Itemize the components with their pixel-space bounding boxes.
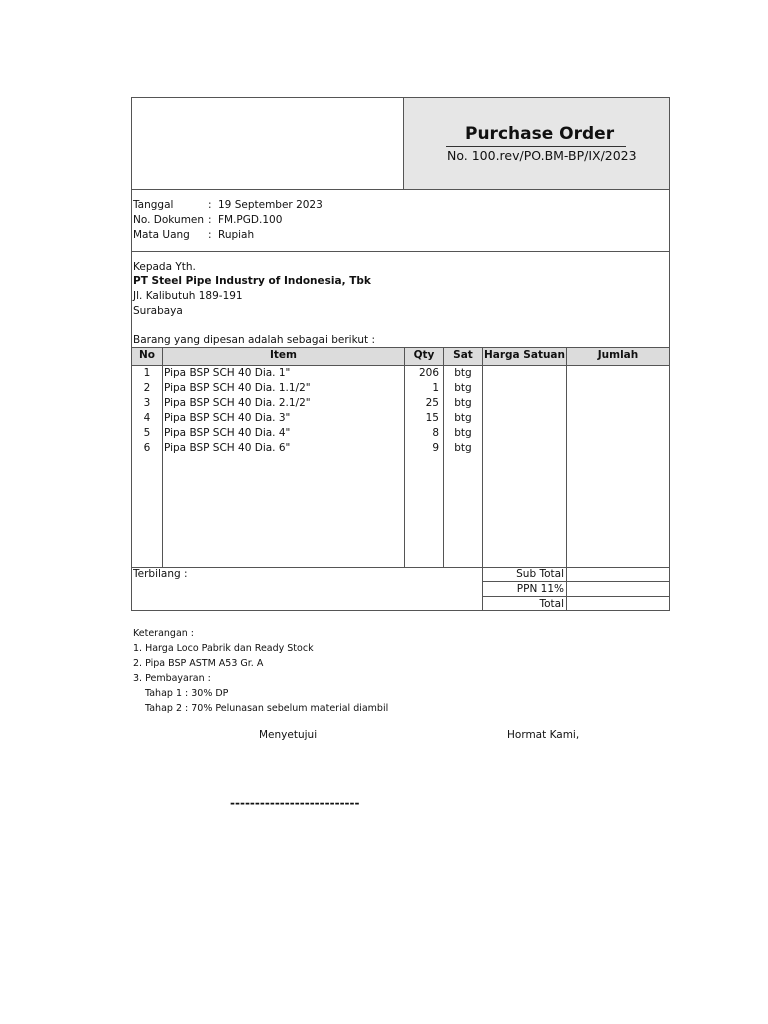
recipient-company: PT Steel Pipe Industry of Indonesia, Tbk	[133, 275, 371, 287]
row-item: Pipa BSP SCH 40 Dia. 1.1/2"	[164, 382, 311, 394]
row-sat: btg	[454, 397, 472, 409]
terbilang-label: Terbilang :	[133, 568, 188, 580]
signature-left-label: Menyetujui	[259, 729, 318, 741]
row-sat: btg	[454, 412, 472, 424]
doc-info-label-dokumen: No. Dokumen	[133, 214, 205, 226]
col-header-item: Item	[163, 349, 404, 361]
doc-info-label-mata-uang: Mata Uang	[133, 229, 190, 241]
col-divider	[162, 347, 163, 568]
doc-info-sep: :	[208, 199, 212, 211]
col-header-qty: Qty	[405, 349, 443, 361]
row-sat: btg	[454, 382, 472, 394]
doc-info-value-dokumen: FM.PGD.100	[218, 214, 283, 226]
row-qty: 8	[432, 427, 439, 439]
row-qty: 15	[425, 412, 439, 424]
col-header-harga-satuan: Harga Satuan	[483, 349, 565, 361]
totals-divider	[566, 567, 567, 611]
col-divider	[404, 347, 405, 568]
recipient-city: Surabaya	[133, 305, 183, 317]
row-no: 6	[143, 442, 151, 454]
document-title: Purchase Order	[465, 124, 615, 144]
col-header-sat: Sat	[444, 349, 482, 361]
row-item: Pipa BSP SCH 40 Dia. 2.1/2"	[164, 397, 311, 409]
doc-info-sep: :	[208, 229, 212, 241]
title-underline	[446, 146, 626, 147]
order-intro: Barang yang dipesan adalah sebagai berikut :	[133, 334, 375, 346]
row-no: 4	[143, 412, 151, 424]
notes-heading: Keterangan :	[133, 628, 195, 639]
totals-box	[131, 567, 670, 611]
header-left-box	[131, 97, 404, 190]
row-item: Pipa BSP SCH 40 Dia. 4"	[164, 427, 291, 439]
doc-info-value-tanggal: 19 September 2023	[218, 199, 323, 211]
col-divider	[443, 347, 444, 568]
doc-info-box	[131, 189, 670, 252]
notes-line: Tahap 1 : 30% DP	[145, 688, 229, 699]
totals-row-line	[482, 581, 670, 582]
row-item: Pipa BSP SCH 40 Dia. 1"	[164, 367, 291, 379]
row-no: 2	[143, 382, 151, 394]
row-qty: 25	[425, 397, 439, 409]
row-no: 5	[143, 427, 151, 439]
doc-info-label-tanggal: Tanggal	[133, 199, 174, 211]
doc-info-value-mata-uang: Rupiah	[218, 229, 255, 241]
row-no: 1	[143, 367, 151, 379]
table-header-divider	[131, 365, 670, 366]
notes-line: 2. Pipa BSP ASTM A53 Gr. A	[133, 658, 264, 669]
notes-line: 3. Pembayaran :	[133, 673, 211, 684]
row-qty: 9	[432, 442, 439, 454]
sub-total-label: Sub Total	[516, 568, 564, 580]
signature-right-label: Hormat Kami,	[507, 729, 580, 741]
col-divider	[566, 347, 567, 568]
doc-info-sep: :	[208, 214, 212, 226]
items-table	[131, 347, 670, 568]
col-header-jumlah: Jumlah	[567, 349, 669, 361]
po-number: No. 100.rev/PO.BM-BP/IX/2023	[447, 148, 637, 163]
ppn-label: PPN 11%	[516, 583, 564, 595]
notes-line: 1. Harga Loco Pabrik dan Ready Stock	[133, 643, 314, 654]
row-qty: 206	[418, 367, 439, 379]
row-no: 3	[143, 397, 151, 409]
col-divider	[482, 347, 483, 568]
row-qty: 1	[432, 382, 439, 394]
total-label: Total	[539, 598, 564, 610]
row-item: Pipa BSP SCH 40 Dia. 3"	[164, 412, 291, 424]
row-sat: btg	[454, 442, 472, 454]
row-sat: btg	[454, 367, 472, 379]
row-item: Pipa BSP SCH 40 Dia. 6"	[164, 442, 291, 454]
row-sat: btg	[454, 427, 472, 439]
notes-line: Tahap 2 : 70% Pelunasan sebelum material diambil	[145, 703, 389, 714]
recipient-address: Jl. Kalibutuh 189-191	[133, 290, 243, 302]
recipient-greeting: Kepada Yth.	[133, 261, 196, 273]
totals-row-line	[482, 596, 670, 597]
col-header-no: No	[132, 349, 162, 361]
signature-line: --------------------------	[230, 796, 360, 810]
